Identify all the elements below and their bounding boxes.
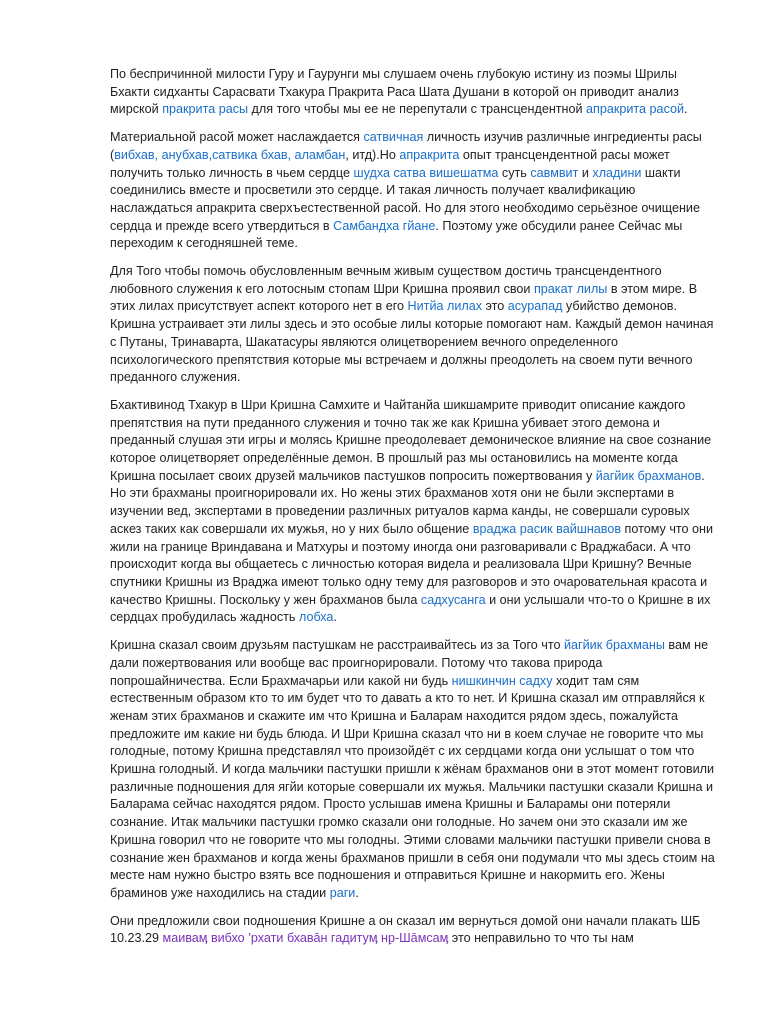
text-run: опыт трансцендентной расы может получить только личность в чьем сердце — [110, 147, 670, 180]
text-run: . — [684, 102, 688, 117]
glossary-link[interactable]: лобха — [298, 610, 334, 625]
glossary-link[interactable]: пракрита расы — [162, 102, 249, 117]
text-run: Для Того чтобы помочь обусловленным вечным живым существом достичь трансцендентного любовного служения к его лотосным стопам Шри Кришна проявил свои — [110, 264, 662, 296]
text-run: это — [482, 299, 508, 314]
glossary-link[interactable]: савмвит — [530, 165, 579, 180]
glossary-link[interactable]: шудха сатва вишешатма — [353, 165, 499, 180]
document-body — [110, 66, 715, 958]
text-run: ходит там сям естественным образом кто то им будет что то давать а кто то нет. И Кришна сказал им отправляйся к женам этих брахманов и скажите им что Кришна и Баларам находится рядом здесь, пожалуйста предложите им какие ни будь блюда. И Шри Кришна сказал что ни в коем случае не говорите что мы голодные, потому Кришна представлял что произойдёт с их сердцами когда они услышат о том что Кришна голодный. И когда мальчики пастушки пришли к жёнам брахманов они в этот момент готовили различные подношения для ягйи которые совершали их мужья. Мальчики пастушки сказали Кришна и Баларама сейчас находятся рядом. Просто услышав имена Кришны и Баларамы они потеряли сознание. Итак мальчики пастушки громко сказали они голодные. Но зачем они это сказали им же Кришна говорил что не говорите что мы голодны. Этими словами мальчики пастушки привели снова в сознание жен брахманов и когда жены брахманов пришли в себя они подумали что мы здесь стоим на месте нам нужно быстро взять все подношения и отправиться Кришне и накормить его. Жены браминов уже находились на стадии — [110, 673, 715, 900]
glossary-link[interactable]: раги — [329, 885, 356, 900]
glossary-link[interactable]: враджа расик вайшнавов — [472, 521, 622, 536]
glossary-link[interactable]: маиваӎ вибхо ’рхати бхава̄н гадитуӎ нр̣-Ша̄мсаӎ — [162, 931, 449, 946]
text-run: и — [578, 165, 593, 180]
text-run: Кришна сказал своим друзьям пастушкам не расстраивайтесь из за Того что — [110, 638, 565, 653]
text-run: Материальной расой может наслаждается — [110, 130, 364, 145]
text-run: и они услышали что-то о Кришне в их сердцах пробудилась жадность — [110, 592, 711, 625]
text-run: . — [355, 885, 359, 900]
text-run: , итд).Но — [345, 147, 400, 162]
text-run: вам не дали пожертвования или вообще вас проигнорировали. Потому что такова природа попрошайничества. Если Брахмачарьи или какой ни будь — [110, 638, 709, 688]
text-run: в этом мире. В этих лилах присутствует аспект которого нет в его — [110, 281, 698, 314]
text-run: личность изучив различные ингредиенты расы ( — [110, 130, 702, 162]
glossary-link[interactable]: пракат лилы — [533, 281, 608, 296]
paragraph — [110, 129, 715, 253]
text-run: Бхактивинод Тхакур в Шри Кришна Самхите и Чайтанйа шикшамрите приводит описание каждого препятствия на пути преданного служения и точно так же как Кришна убивает этого демона и преданный слушая эти игры и моляcь Кришне преодолевает демоническое влияние на свое сознание которое олицетворяет определённые демон. В прошлый раз мы остановились на моменте когда Кришна посылает своих друзей мальчиков пастушков попросить пожертвования у — [110, 397, 712, 483]
glossary-link[interactable]: апракрита расой — [586, 102, 685, 117]
text-run: это неправильно то что ты нам — [448, 931, 634, 946]
glossary-link[interactable]: йагйик брахманы — [564, 638, 665, 653]
glossary-link[interactable]: хладини — [592, 165, 642, 180]
paragraph — [110, 66, 715, 119]
text-run: . Но эти брахманы проигнорировали их. Но жены этих брахманов хотя они не были экспертами в изучении вед, экспертами в проведении различных ритуалов карма канды, не совершали суровых аскез таких как совершали их мужья, но у них было общение — [110, 468, 705, 536]
text-run: потому что они жили на границе Вриндавана и Матхуры и поэтому иногда они разговаривали с Враджабаси. А что происходит когда вы общаетесь с личностью которая видела и реализовала Шри Кришну? Вечные спутники Кришны из Враджа имеют только одну тему для разговоров и это очаровательная красота и качество Кришны. Поскольку у жен брахманов была — [110, 521, 714, 607]
glossary-link[interactable]: Нитйа лилах — [407, 299, 483, 314]
text-run: убийство демонов. Кришна устраивает эти лилы здесь и это особые лилы которые помогают нам. Каждый демон начиная с Путаны, Тринаварта, Шакатасуры являются олицетворением вечного определенного психологического препятствия которые мы встречаем и должны преодолеть на своем пути вечного преданного служения. — [110, 299, 714, 385]
text-run: . Поэтому уже обсудили ранее Сейчас мы переходим к сегодняшней теме. — [110, 218, 683, 251]
text-run: шакти соединились вместе и просветили это сердце. И такая личность получает квалификацию наслаждаться апракрита сверхъестественной расой. Но для этого необходимо серьёзное очищение сердца и прежде всего утвердиться в — [110, 165, 700, 233]
paragraph — [110, 637, 715, 903]
glossary-link[interactable]: нишкинчин садху — [451, 673, 553, 688]
text-run: По беспричинной милости Гуру и Гаурунги мы слушаем очень глубокую истину из поэмы Шрилы Бхакти сидханты Сарасвати Тхакура Пракрита Раса Шата Душани в которой он приводит анализ мирской — [110, 67, 679, 117]
text-run: . — [333, 610, 337, 625]
paragraph — [110, 913, 715, 948]
paragraph — [110, 397, 715, 627]
glossary-link[interactable]: апракрита — [399, 147, 460, 162]
text-run: для того чтобы мы ее не перепутали с трансцендентной — [248, 102, 587, 117]
glossary-link[interactable]: йагйик брахманов — [595, 468, 702, 483]
text-run: суть — [498, 165, 531, 180]
glossary-link[interactable]: вибхав, анубхав,сатвика бхав, аламбан — [114, 147, 346, 162]
glossary-link[interactable]: садхусанга — [420, 592, 486, 607]
glossary-link[interactable]: асурапад — [507, 299, 563, 314]
text-run: Они предложили свои подношения Кришне а он сказал им вернуться домой они начали плакать ШБ 10.23.29 — [110, 913, 701, 946]
glossary-link[interactable]: сатвичная — [363, 130, 424, 145]
paragraph — [110, 263, 715, 387]
glossary-link[interactable]: Самбандха гйане — [333, 218, 436, 233]
